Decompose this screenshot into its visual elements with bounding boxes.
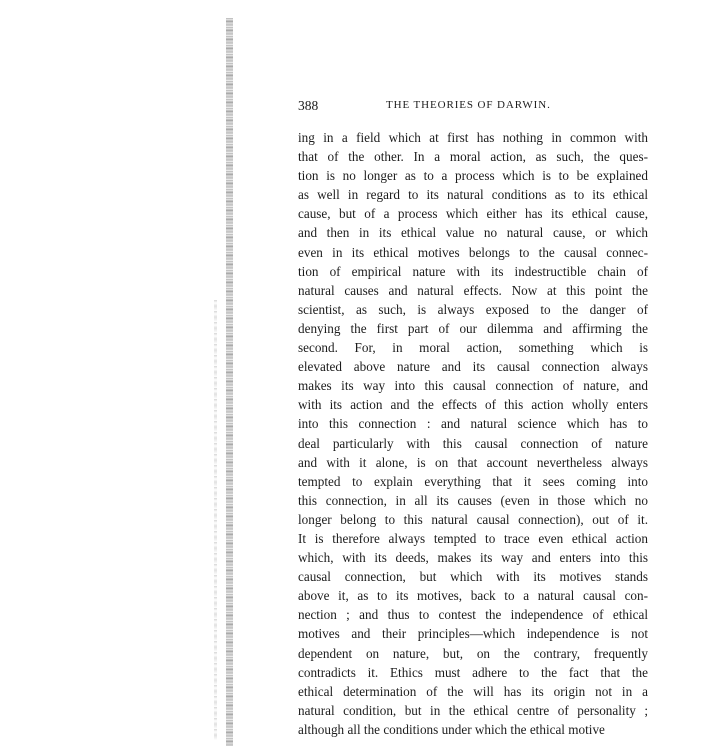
text-line: cause, but of a process which either has its ethical cause,: [298, 206, 648, 222]
running-head: [298, 98, 650, 116]
text-line: and with it alone, is on that account nevertheless always: [298, 454, 648, 470]
text-line: dependent on nature, but, on the contrary, frequently: [298, 645, 648, 661]
scanned-binding-edge: [226, 18, 233, 746]
text-line: deal particularly with this causal connection of nature: [298, 435, 648, 451]
text-line: natural causes and natural effects. Now at this point the: [298, 282, 648, 298]
text-line: even in its ethical motives belongs to the causal connec-: [298, 244, 648, 260]
text-line: which, with its deeds, makes its way and enters into this: [298, 550, 648, 566]
text-line: natural condition, but in the ethical centre of personality ;: [298, 702, 648, 718]
text-line: contradicts it. Ethics must adhere to the fact that the: [298, 664, 648, 680]
text-line: into this connection : and natural science which has to: [298, 416, 648, 432]
text-line: although all the conditions under which the ethical motive: [298, 721, 605, 737]
page-number: 388: [298, 98, 319, 113]
text-line: makes its way into this causal connection of nature, and: [298, 378, 648, 394]
running-title: THE THEORIES OF DARWIN.: [386, 99, 551, 111]
body-text: [298, 128, 648, 739]
text-line: tion of empirical nature with its indestructible chain of: [298, 263, 648, 279]
text-line: tempted to explain everything that it sees coming into: [298, 473, 648, 489]
text-line: above it, as to its motives, back to a natural causal con-: [298, 588, 648, 604]
scanned-margin-shadow: [214, 300, 217, 740]
text-line: scientist, as such, is always exposed to the danger of: [298, 301, 648, 317]
text-line: as well in regard to its natural conditions as to its ethical: [298, 187, 648, 203]
text-line: nection ; and thus to contest the independence of ethical: [298, 607, 648, 623]
text-line: and then in its ethical value no natural cause, or which: [298, 225, 648, 241]
text-line: denying the first part of our dilemma and affirming the: [298, 320, 648, 336]
text-line: that of the other. In a moral action, as such, the ques-: [298, 149, 648, 165]
text-line: ethical determination of the will has its origin not in a: [298, 683, 648, 699]
text-line: ing in a field which at first has nothing in common with: [298, 130, 648, 145]
text-line: this connection, in all its causes (even in those which no: [298, 492, 648, 508]
text-line: elevated above nature and its causal connection always: [298, 359, 648, 375]
text-line: It is therefore always tempted to trace even ethical action: [298, 530, 648, 546]
text-line: motives and their principles—which independence is not: [298, 626, 648, 642]
text-line: longer belong to this natural causal connection), out of it.: [298, 511, 648, 527]
text-line: second. For, in moral action, something which is: [298, 340, 648, 356]
text-line: tion is no longer as to a process which is to be explained: [298, 168, 648, 184]
text-line: causal connection, but which with its motives stands: [298, 569, 648, 585]
text-line: with its action and the effects of this action wholly enters: [298, 397, 648, 413]
